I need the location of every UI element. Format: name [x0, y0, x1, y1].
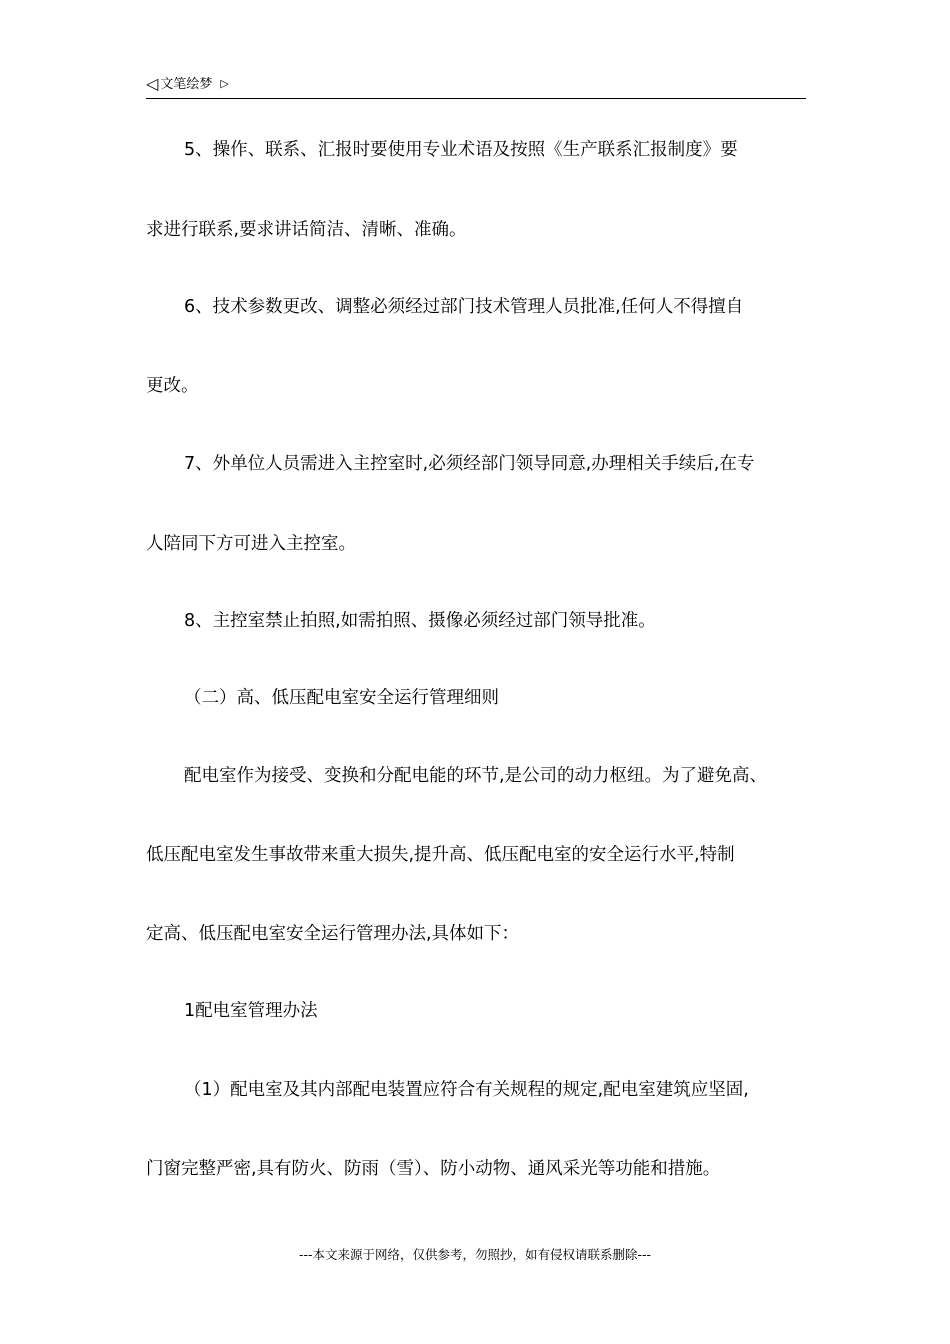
paragraph-line: 低压配电室发生事故带来重大损失,提升高、低压配电室的安全运行水平,特制: [146, 845, 735, 865]
paragraph-line: 定高、低压配电室安全运行管理办法,具体如下：: [146, 924, 520, 944]
triangle-left-icon: ◁: [146, 74, 159, 93]
paragraph-line: 门窗完整严密,具有防火、防雨（雪）、防小动物、通风采光等功能和措施。: [146, 1159, 721, 1179]
paragraph-line: 更改。: [146, 376, 199, 396]
header-title-group: [146, 74, 229, 95]
subsection-heading: 1配电室管理办法: [184, 1001, 318, 1021]
paragraph-line: （1）配电室及其内部配电装置应符合有关规程的规定,配电室建筑应坚固,: [184, 1080, 749, 1100]
paragraph-line: 配电室作为接受、变换和分配电能的环节,是公司的动力枢纽。为了避免高、: [184, 766, 768, 786]
header-title: 文笔绘梦: [160, 77, 213, 92]
paragraph-line: 6、技术参数更改、调整必须经过部门技术管理人员批准,任何人不得擅自: [184, 297, 744, 317]
page-header: [146, 72, 806, 99]
paragraph-line: 8、主控室禁止拍照,如需拍照、摄像必须经过部门领导批准。: [184, 611, 656, 631]
section-heading: （二）高、低压配电室安全运行管理细则: [184, 688, 499, 708]
paragraph-line: 5、操作、联系、汇报时要使用专业术语及按照《生产联系汇报制度》要: [184, 140, 738, 160]
paragraph-line: 求进行联系,要求讲话简洁、清晰、准确。: [146, 220, 467, 240]
paragraph-line: 7、外单位人员需进入主控室时,必须经部门领导同意,办理相关手续后,在专: [184, 454, 755, 474]
triangle-right-icon: ▷: [220, 77, 229, 90]
paragraph-line: 人陪同下方可进入主控室。: [146, 534, 356, 554]
page-footer-disclaimer: ---本文来源于网络，仅供参考，勿照抄，如有侵权请联系删除---: [298, 1247, 652, 1262]
